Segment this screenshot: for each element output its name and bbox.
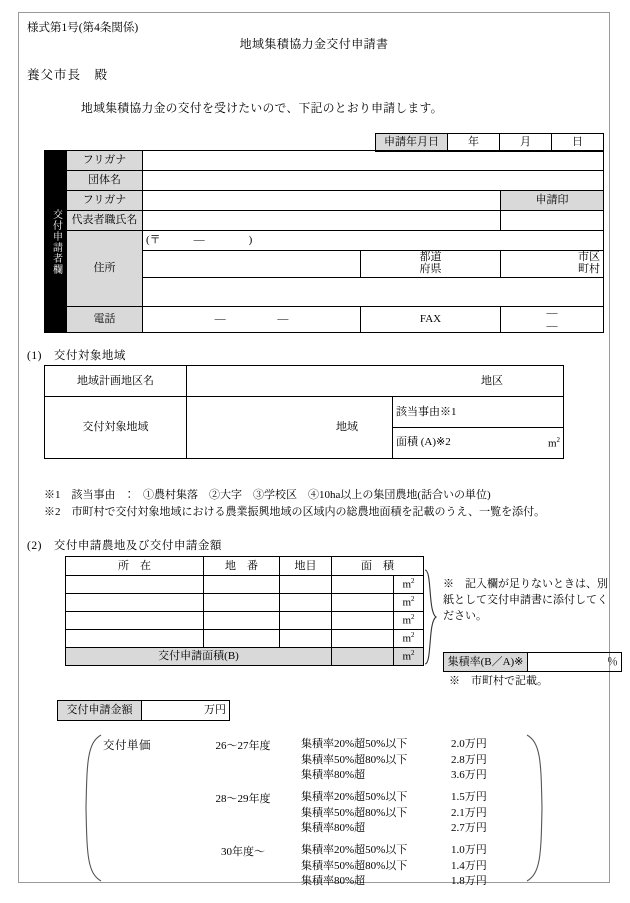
cell-area[interactable] [332, 576, 394, 594]
application-amount-value[interactable] [142, 701, 230, 721]
col-header-area: 面 積 [332, 557, 424, 576]
fax-field[interactable] [501, 307, 604, 333]
section1-heading: (1) 交付対象地域 [27, 350, 126, 362]
application-date-label: 申請年月日 [376, 134, 448, 152]
tel-field[interactable] [143, 307, 361, 333]
cell-area-unit: $m^2$ [394, 576, 424, 594]
application-amount-label: 交付申請金額 [58, 701, 142, 721]
rate-tier: 集積率20%超50%以下 1.5万円 [301, 791, 487, 803]
prefecture-label: 都道 府県 [361, 251, 501, 278]
fiscal-years: 28～29年度 [215, 793, 271, 805]
group-name-value[interactable] [143, 171, 604, 191]
cell-lot[interactable] [204, 576, 280, 594]
address-detail-field[interactable] [143, 278, 604, 307]
table-row [66, 630, 424, 648]
form-number: 様式第1号(第4条関係) [27, 22, 139, 34]
cell-category[interactable] [280, 630, 332, 648]
tel-dash-1: ― [214, 313, 226, 326]
section1-notes [44, 487, 545, 520]
application-date-day[interactable]: 日 [552, 134, 604, 152]
seal-label: 申請印 [501, 191, 604, 211]
furigana-label-1: フリガナ [67, 151, 143, 171]
section2-heading: (2) 交付申請農地及び交付申請金額 [27, 540, 222, 552]
plan-area-value[interactable]: 地区 [187, 366, 564, 397]
tel-label: 電話 [67, 307, 143, 333]
group-name-label: 団体名 [67, 171, 143, 191]
tel-dash-2: ― [277, 313, 289, 326]
table-row [66, 594, 424, 612]
furigana-value-1[interactable] [143, 151, 604, 171]
amount-unit: 万円 [204, 704, 226, 717]
address-label: 住所 [67, 231, 143, 307]
unit-price-label: 交付単価 [103, 740, 151, 752]
percent-sign: ％ [607, 655, 618, 668]
unit-price-left-brace [79, 733, 105, 883]
cell-area-unit: $m^2$ [394, 612, 424, 630]
furigana-label-2: フリガナ [67, 191, 143, 211]
cell-lot[interactable] [204, 594, 280, 612]
plan-area-label: 地域計画地区名 [45, 366, 187, 397]
area-size-field[interactable]: 面積 (A)※2 $m^2$ [393, 428, 564, 459]
table-row [66, 576, 424, 594]
cell-area[interactable] [332, 612, 394, 630]
cell-category[interactable] [280, 612, 332, 630]
total-area-value[interactable] [332, 648, 394, 666]
note-2: ※2 市町村で交付対象地域における農業振興地域の区域内の総農地面積を記載のうえ、一覧を添付。 [44, 505, 546, 518]
section2-table [65, 556, 424, 666]
furigana-value-2[interactable] [143, 191, 501, 211]
col-header-lot: 地 番 [204, 557, 280, 576]
target-area-label: 交付対象地域 [45, 397, 187, 459]
form-page [18, 12, 618, 888]
unit-price-block [79, 727, 549, 887]
accumulation-rate-value[interactable] [528, 653, 622, 672]
accumulation-rate-note: ※ 市町村で記載。 [449, 675, 548, 687]
addressee: 養父市長 殿 [27, 68, 109, 82]
total-area-unit: $m^2$ [394, 648, 424, 666]
fiscal-years: 30年度～ [221, 846, 265, 858]
rate-tier: 集積率50%超80%以下 2.1万円 [301, 806, 487, 819]
fax-dash-2: ― [546, 319, 558, 332]
unit-price-right-brace [523, 733, 549, 883]
rate-tier: 集積率80%超 3.6万円 [301, 769, 487, 782]
city-label: 市区 町村 [501, 251, 604, 278]
note-1: ※1 該当事由 ： ①農村集落 ②大字 ③学校区 ④10ha以上の集団農地(話合いの単位) [44, 489, 491, 501]
rate-tier: 集積率80%超 1.8万円 [301, 875, 487, 888]
area-unit: m [547, 437, 557, 450]
seal-box[interactable] [501, 211, 604, 231]
cell-lot[interactable] [204, 612, 280, 630]
rate-tier: 集積率80%超 2.7万円 [301, 822, 487, 835]
fax-dash-1: ― [546, 307, 558, 319]
accumulation-rate-table [443, 652, 622, 672]
col-header-category: 地目 [280, 557, 332, 576]
rep-name-value[interactable] [143, 211, 501, 231]
accumulation-rate-label: 集積率(B／A)※ [444, 653, 528, 672]
table-row [66, 612, 424, 630]
document-title: 地域集積協力金交付申請書 [239, 37, 389, 51]
cell-location[interactable] [66, 612, 204, 630]
applicant-table [44, 150, 604, 333]
col-header-location: 所 在 [66, 557, 204, 576]
address-prefecture-field[interactable] [143, 251, 361, 278]
target-area-value[interactable]: 地域 [187, 397, 393, 459]
section2-side-note: ※ 記入欄が足りないときは、別紙として交付申請書に添付してください。 [443, 578, 608, 622]
cell-area[interactable] [332, 630, 394, 648]
cell-area-unit: $m^2$ [394, 630, 424, 648]
application-date-month[interactable]: 月 [500, 134, 552, 152]
application-amount-table [57, 700, 230, 721]
cell-lot[interactable] [204, 630, 280, 648]
cell-category[interactable] [280, 576, 332, 594]
cell-location[interactable] [66, 630, 204, 648]
lead-paragraph: 地域集積協力金の交付を受けたいので、下記のとおり申請します。 [81, 101, 443, 115]
postal-code-field[interactable]: (〒 ― ) [143, 231, 604, 251]
total-area-label: 交付申請面積(B) [66, 648, 332, 666]
rate-tier: 集積率20%超50%以下 2.0万円 [301, 738, 487, 750]
fiscal-years: 26～27年度 [215, 740, 271, 752]
application-date-year[interactable]: 年 [448, 134, 500, 152]
cell-area[interactable] [332, 594, 394, 612]
row-group-brace [423, 568, 439, 666]
rate-tier: 集積率50%超80%以下 2.8万円 [301, 753, 487, 766]
rate-tier: 集積率20%超50%以下 1.0万円 [301, 844, 487, 856]
reason-field[interactable]: 該当事由※1 [393, 397, 564, 428]
cell-category[interactable] [280, 594, 332, 612]
rep-name-label: 代表者職氏名 [67, 211, 143, 231]
cell-area-unit: $m^2$ [394, 594, 424, 612]
fax-label: FAX [361, 307, 501, 333]
rate-tier: 集積率50%超80%以下 1.4万円 [301, 859, 487, 872]
applicant-side-label: 交付申請者欄 [45, 151, 67, 333]
cell-location[interactable] [66, 594, 204, 612]
cell-location[interactable] [66, 576, 204, 594]
section1-table [44, 365, 564, 459]
